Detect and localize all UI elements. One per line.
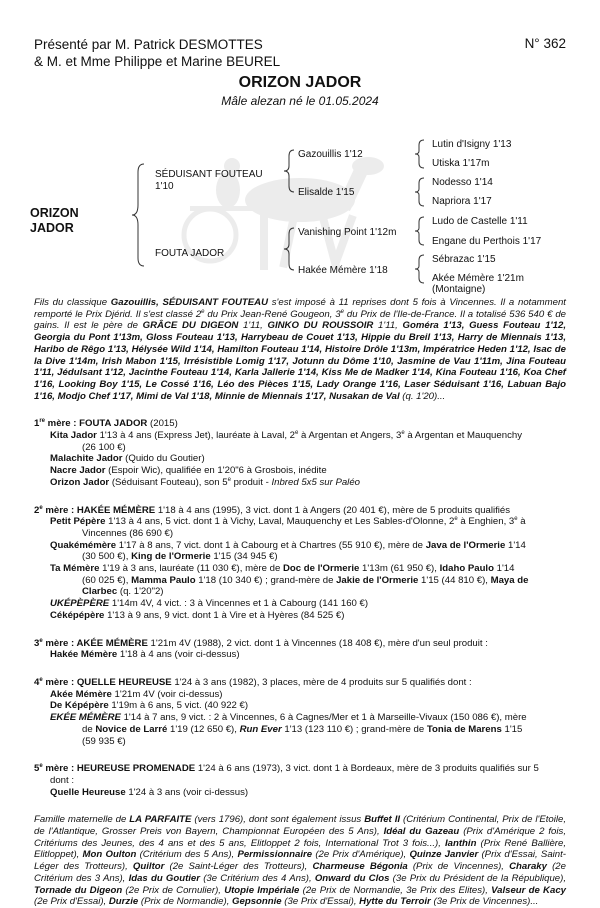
produce-name: Novice de Larré bbox=[95, 723, 168, 735]
intro-offspring: GRÂCE DU DIGEON bbox=[142, 320, 239, 332]
dam-tail: 1'18 à 4 ans (1995), 3 vict. dont 1 à Angers (20 401 €), mère de 5 produits qualifiés bbox=[155, 504, 511, 516]
intro-offspring-list: Goméra 1'13, Guess Fouteau 1'12, Georgia du Pont 1'13m, Gloss Fouteau 1'13, Harrybeau de Couet 1'13, Hippie du Breil 1'13, Harry de Miennais 1'13, Haribo de Rêgo 1'13, Hélysée Wild 1'14, Hamilton Fouteau 1'14, Histoire Drôle 1'13m, Impératrice Heden 1'12, Isac de la Dive 1'14m, Irish Mabon 1'15, Irrésistible Lomig 1'17, Jotunn du Dôme 1'10, Jasmine de Vau 1'11m, Jina Fouteau 1'11, Jédulsant 1'12, Jacinthe Fouteau 1'14, Karla Jallerie 1'14, Kiss Me de Madker 1'14, Kina Fouteau 1'16, Koa Chef 1'16, Looking Boy 1'15, Le Cossé 1'16, Léo des Pièces 1'15, Lady Orange 1'16, Laser Séduisant 1'16, Labuan Bajo 1'16, Modjo Chef 1'17, Mimi de Val 1'18, Minnie de Miennais 1'17, Nusakan de Val bbox=[34, 320, 567, 402]
pedigree-bracket-6 bbox=[410, 214, 430, 248]
produce-line bbox=[34, 540, 566, 552]
produce-name: De Képépère bbox=[50, 700, 109, 712]
dam-num: 3 bbox=[34, 637, 40, 649]
family-text: (vers 1796), dont sont également issus bbox=[191, 814, 365, 826]
produce-name: Nacre Jador bbox=[50, 465, 106, 477]
dam-num: 2 bbox=[34, 504, 40, 516]
produce-text: 1'13 à 4 ans (Express Jet), lauréate à Laval, 2 bbox=[96, 430, 296, 442]
family-name: Idas du Goutier bbox=[128, 872, 200, 884]
family-text: (Prix de Vincennes), bbox=[407, 861, 510, 873]
sup: e bbox=[340, 308, 344, 315]
produce-name: Tonia de Marens bbox=[426, 723, 502, 735]
produce-text: 1'14 bbox=[493, 563, 515, 575]
produce-line bbox=[34, 453, 566, 465]
produce-name: UKÉPÈPÈRE bbox=[50, 598, 110, 610]
sup: e bbox=[227, 476, 231, 483]
produce-line bbox=[34, 516, 566, 528]
produce-cont bbox=[34, 575, 566, 587]
family-name: Charmeuse Bégonia bbox=[312, 861, 408, 873]
intro-text: Fils du classique bbox=[34, 297, 111, 308]
produce-text: 1'17 à 8 ans, 7 vict. dont 1 à Cabourg et à Chartres (55 910 €), mère de bbox=[116, 539, 426, 551]
sup: e bbox=[401, 429, 405, 436]
family-text: (2e Prix d'Amérique), bbox=[312, 849, 410, 861]
produce-name: Java de l'Ormerie bbox=[425, 539, 506, 551]
body-text bbox=[34, 297, 566, 908]
family-text: (Critérium des 5 Ans), bbox=[136, 849, 238, 861]
sup: e bbox=[39, 676, 43, 683]
produce-line bbox=[34, 689, 566, 701]
pedigree-dam: FOUTA JADOR bbox=[155, 248, 225, 259]
sup: e bbox=[39, 763, 43, 770]
sup: e bbox=[201, 308, 205, 315]
produce-text: 1'19m à 6 ans, 5 vict. (40 922 €) bbox=[108, 700, 249, 712]
family-name: Idéal du Gazeau bbox=[383, 826, 460, 838]
family-text: (2e Prix de Normandie, 3e Prix des Elites), bbox=[299, 884, 492, 896]
horse-subtitle: Mâle alezan né le 01.05.2024 bbox=[221, 94, 379, 108]
family-text: (2e Prix de Cornulier), bbox=[122, 884, 225, 896]
family-text: (3e Prix d'Essai), bbox=[281, 896, 360, 908]
produce-text: (Séduisant Fouteau), son 5 bbox=[109, 476, 228, 488]
pedigree-ggp-6: Engane du Perthois 1'17 bbox=[432, 236, 542, 247]
pedigree-ggp-2: Utiska 1'17m bbox=[432, 158, 490, 169]
produce-line bbox=[34, 712, 566, 724]
produce-text: 1'14 bbox=[505, 539, 526, 551]
produce-name: Maya de bbox=[490, 574, 529, 586]
dam-4-title bbox=[34, 677, 566, 689]
pedigree-sire bbox=[155, 169, 263, 193]
produce-cont: (59 935 €) bbox=[82, 735, 126, 747]
produce-name: Hakée Mémère bbox=[50, 649, 118, 661]
dam-name: mère : HAKÉE MÉMÈRE bbox=[42, 504, 156, 516]
intro-text: (q. 1'20)... bbox=[399, 390, 446, 402]
family-text: (Prix René Ballière, Elitloppet), bbox=[34, 837, 567, 861]
pedigree-ggp-5: Ludo de Castelle 1'11 bbox=[432, 216, 528, 227]
produce-name: Clarbec bbox=[82, 586, 118, 598]
dam-3-section bbox=[34, 638, 566, 661]
pedigree-gd-2: Hakée Mémère 1'18 bbox=[298, 265, 388, 276]
dam-tail: (2015) bbox=[147, 418, 178, 430]
family-name: Gepsonnie bbox=[232, 896, 282, 908]
dam-4-section bbox=[34, 677, 566, 747]
sup: e bbox=[454, 516, 458, 523]
pedigree-bracket-3 bbox=[280, 224, 300, 274]
produce-text: 1'15 bbox=[501, 723, 523, 735]
family-name: LA PARFAITE bbox=[129, 814, 192, 826]
pedigree-horse bbox=[30, 206, 79, 236]
family-text: (Critérium Continental, Prix de l'Etoile, de l'Atlantique, Grosser Preis von Bayern, Championnat Européen des 5 Ans), bbox=[34, 814, 567, 838]
family-paragraph bbox=[34, 814, 566, 908]
dam-5-section bbox=[34, 763, 566, 798]
dam-tail: 1'24 à 3 ans (1982), 3 places, mère de 4 produits sur 5 qualifiés dont : bbox=[171, 676, 472, 688]
pedigree-ggp-8: Akée Mémère 1'21m bbox=[432, 273, 524, 284]
pedigree-bracket-5 bbox=[410, 175, 430, 209]
produce-text: 1'24 à 3 ans (voir ci-dessus) bbox=[125, 786, 249, 798]
family-name: Quinze Janvier bbox=[409, 849, 479, 861]
produce-text: 1'19 à 3 ans, lauréate (11 030 €), mère de bbox=[99, 563, 283, 575]
pedigree-horse-line2: JADOR bbox=[30, 221, 74, 235]
dam-num: 4 bbox=[34, 676, 40, 688]
produce-name: King de l'Ormerie bbox=[131, 551, 211, 563]
dam-2-section bbox=[34, 505, 566, 622]
dam-tail: 1'24 à 6 ans (1973), 3 vict. dont 1 à Bordeaux, mère de 3 produits qualifiés sur 5 bbox=[195, 763, 539, 775]
produce-text: à Argentan et Mauquenchy bbox=[404, 430, 522, 442]
pedigree-ggp-7: Sébrazac 1'15 bbox=[432, 254, 496, 265]
produce-text: 1'13m (61 950 €), bbox=[359, 563, 440, 575]
pedigree-gs-1: Gazouillis 1'12 bbox=[298, 149, 363, 160]
produce-text: 1'14m 4V, 4 vict. : 3 à Vincennes et 1 à Cabourg (141 160 €) bbox=[109, 598, 369, 610]
dam-1-section bbox=[34, 418, 566, 488]
pedigree-bracket-7 bbox=[410, 252, 430, 286]
dam-num: 1 bbox=[34, 418, 40, 430]
family-text: Famille maternelle de bbox=[34, 814, 130, 826]
dam-5-title bbox=[34, 763, 566, 775]
sup: e bbox=[39, 504, 43, 511]
sup: e bbox=[514, 516, 518, 523]
produce-line bbox=[34, 430, 566, 442]
produce-line bbox=[34, 610, 566, 622]
produce-text: (Espoir Wic), qualifiée en 1'20"6 à Grosbois, inédite bbox=[105, 465, 327, 477]
produce-name: Quelle Heureuse bbox=[50, 786, 126, 798]
pedigree-ggp-1: Lutin d'Isigny 1'13 bbox=[432, 139, 512, 150]
dam-tail: 1'21m 4V (1988), 2 vict. dont 1 à Vincennes (18 408 €), mère d'un seul produit : bbox=[147, 637, 488, 649]
intro-text: s'est imposé à 11 reprises dont 5 fois à Vincennes. Il a notamment remporté le Prix Djérid. Il s'est classé 2 bbox=[34, 297, 566, 320]
produce-text: 1'13 à 9 ans, 9 vict. dont 1 à Vire et à Hyères (84 525 €) bbox=[104, 609, 345, 621]
produce-text: 1'18 à 4 ans (voir ci-dessus) bbox=[117, 649, 240, 661]
produce-text: 1'19 (12 650 €), bbox=[167, 723, 240, 735]
produce-line bbox=[34, 477, 566, 489]
family-name: Valseur de Kacy bbox=[491, 884, 566, 896]
inbreeding-note: Inbred 5x5 sur Paléo bbox=[271, 476, 360, 488]
intro-text: 1'11, bbox=[373, 320, 403, 332]
presenter-line-2: & M. et Mme Philippe et Marine BEUREL bbox=[34, 54, 281, 69]
produce-name: Mamma Paulo bbox=[131, 574, 196, 586]
intro-text: du Prix Jean-René Gougeon, 3 bbox=[204, 308, 341, 320]
intro-sire: Gazouillis, SÉDUISANT FOUTEAU bbox=[110, 297, 269, 308]
dam-2-title bbox=[34, 505, 566, 517]
produce-text: (60 025 €), bbox=[82, 574, 132, 586]
dam-name: mère : QUELLE HEUREUSE bbox=[42, 676, 172, 688]
sup: re bbox=[39, 418, 46, 425]
family-text: (2e Critérium des 3 Ans), bbox=[34, 861, 566, 884]
produce-name: Idaho Paulo bbox=[439, 563, 494, 575]
family-name: Charaky bbox=[509, 861, 547, 873]
family-name: Quiltor bbox=[132, 861, 165, 873]
intro-offspring: GINKO DU ROUSSOIR bbox=[267, 320, 374, 332]
intro-text: 1'11, bbox=[238, 320, 268, 332]
family-name: Tornade du Digeon bbox=[34, 884, 123, 896]
family-name: Permissionnaire bbox=[237, 849, 313, 861]
produce-line bbox=[34, 700, 566, 712]
dam-name: mère : AKÉE MÉMÈRE bbox=[42, 637, 148, 649]
sup: e bbox=[295, 429, 299, 436]
produce-name: Akée Mémère bbox=[50, 688, 112, 700]
family-name: Onward du Clos bbox=[314, 872, 390, 884]
produce-text: 1'21m 4V (voir ci-dessus) bbox=[111, 688, 223, 700]
produce-text: 1'13 à 4 ans, 5 vict. dont 1 à Vichy, Laval, Mauquenchy et Les Sables-d'Olonne, 2 bbox=[105, 516, 455, 528]
intro-text: du Prix de l'Ile-de-France. Il a totalisé 536 540 € de gains. Il est le père de bbox=[34, 308, 566, 332]
family-text: (3e Prix de Vincennes)... bbox=[430, 896, 539, 908]
produce-name: Malachite Jador bbox=[50, 453, 123, 465]
produce-text: (Quido du Goutier) bbox=[122, 453, 205, 465]
produce-name: Petit Pépère bbox=[50, 516, 106, 528]
produce-line bbox=[34, 598, 566, 610]
presenter-block bbox=[34, 36, 280, 70]
pedigree-horse-line1: ORIZON bbox=[30, 206, 79, 220]
produce-line bbox=[34, 563, 566, 575]
produce-text: à Enghien, 3 bbox=[457, 516, 515, 528]
produce-text: 1'15 (44 810 €), bbox=[418, 574, 491, 586]
dam-1-title bbox=[34, 418, 566, 430]
produce-cont bbox=[34, 586, 566, 598]
produce-name: EKÉE MÉMÈRE bbox=[50, 712, 121, 724]
dam-num: 5 bbox=[34, 763, 40, 775]
family-text: (Prix de Normandie), bbox=[138, 896, 233, 908]
family-name: Ianthin bbox=[445, 837, 477, 849]
dam-name: mère : HEUREUSE PROMENADE bbox=[42, 763, 196, 775]
produce-name: Céképépère bbox=[50, 609, 105, 621]
produce-name: Ta Mémère bbox=[50, 563, 100, 575]
produce-text: produit - bbox=[230, 476, 272, 488]
produce-text: 1'18 (10 340 €) ; grand-mère de bbox=[195, 574, 337, 586]
family-text: (2e Saint-Léger des Trotteurs), bbox=[164, 861, 313, 873]
family-text: (2e Prix d'Essai), bbox=[34, 896, 109, 908]
produce-name: Kita Jador bbox=[50, 430, 97, 442]
intro-paragraph bbox=[34, 297, 566, 402]
presenter-line-1: Présenté par M. Patrick DESMOTTES bbox=[34, 37, 263, 52]
sup: e bbox=[39, 637, 43, 644]
pedigree-ggp-4: Napriora 1'17 bbox=[432, 196, 492, 207]
lot-number: N° 362 bbox=[524, 36, 566, 51]
pedigree-gs-2: Vanishing Point 1'12m bbox=[298, 227, 397, 238]
horse-name: ORIZON JADOR bbox=[238, 74, 362, 91]
produce-line bbox=[34, 649, 566, 661]
produce-name: Doc de l'Ormerie bbox=[282, 563, 360, 575]
produce-text: de bbox=[82, 723, 96, 735]
pedigree-gd-1: Elisalde 1'15 bbox=[298, 187, 355, 198]
produce-name: Jakie de l'Ormerie bbox=[336, 574, 419, 586]
pedigree-bracket-2 bbox=[280, 146, 300, 196]
family-name: Mon Oulton bbox=[82, 849, 137, 861]
dam-name: mère : FOUTA JADOR bbox=[45, 418, 148, 430]
family-text: (Prix d'Essai, Saint-Léger des Trotteurs), bbox=[34, 849, 566, 873]
produce-line bbox=[34, 787, 566, 799]
produce-cont: (26 100 €) bbox=[82, 441, 126, 453]
pedigree-bracket-4 bbox=[410, 137, 430, 171]
pedigree-sire-name: SÉDUISANT FOUTEAU bbox=[155, 169, 263, 180]
produce-cont: Vincennes (86 690 €) bbox=[82, 527, 174, 539]
produce-text: 1'14 à 7 ans, 9 vict. : 2 à Vincennes, 6 à Cagnes/Mer et 1 à Marseille-Vivaux (150 086 €), mère bbox=[120, 712, 527, 724]
dam-tail-cont: dont : bbox=[50, 774, 75, 786]
produce-cont bbox=[34, 551, 566, 563]
family-text: (3e Prix du Président de la République), bbox=[389, 872, 566, 884]
produce-text: 1'13 (123 110 €) ; grand-mère de bbox=[281, 723, 427, 735]
family-name: Buffet II bbox=[364, 814, 401, 826]
pedigree-ggp-3: Nodesso 1'14 bbox=[432, 177, 493, 188]
produce-text: 1'15 (34 945 €) bbox=[210, 551, 278, 563]
produce-text: (30 500 €), bbox=[82, 551, 132, 563]
family-name: Utopie Impériale bbox=[224, 884, 300, 896]
produce-name: Run Ever bbox=[239, 723, 282, 735]
pedigree-sire-record: 1'10 bbox=[155, 181, 174, 192]
produce-name: Quakémémère bbox=[50, 539, 117, 551]
dam-3-title bbox=[34, 638, 566, 650]
family-text: (Prix d'Amérique 2 fois, Critériums des Jeunes, des 4 ans et des 5 ans, Elitloppet 2 fois, International Trot 3 fois...), bbox=[34, 826, 566, 849]
family-text: (3e Critérium des 4 Ans), bbox=[200, 872, 315, 884]
produce-text: à bbox=[517, 516, 526, 528]
family-name: Hytte du Terroir bbox=[359, 896, 431, 908]
produce-cont bbox=[34, 724, 566, 736]
family-name: Durzie bbox=[108, 896, 139, 908]
produce-text: à Argentan et Angers, 3 bbox=[298, 430, 402, 442]
pedigree-ggp-9: (Montaigne) bbox=[432, 284, 486, 295]
produce-name: Orizon Jador bbox=[50, 476, 110, 488]
produce-line bbox=[34, 465, 566, 477]
produce-text: (q. 1'20"2) bbox=[117, 586, 164, 598]
